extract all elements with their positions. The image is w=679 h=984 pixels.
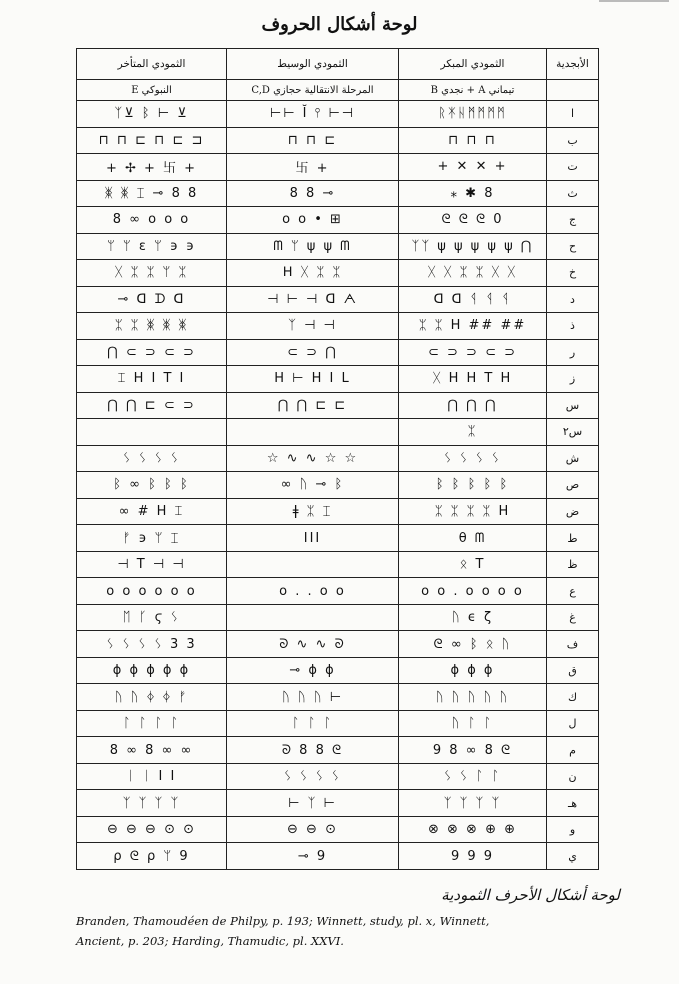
table-row xyxy=(77,737,599,764)
table-row xyxy=(77,366,599,393)
late-glyphs-cell: ⋂ ⋂ ⊏ ⊂ ⊃ xyxy=(77,392,227,419)
late-glyphs-cell: 8 ∞ o o o xyxy=(77,207,227,234)
middle-glyphs-cell: H ⊢ H I L xyxy=(227,366,399,393)
letter-cell: ض xyxy=(547,498,599,525)
late-glyphs-cell: ᚷ ᛯ ᛯ ᛘ ᛯ xyxy=(77,260,227,287)
table-row xyxy=(77,710,599,737)
table-row xyxy=(77,101,599,128)
middle-glyphs-cell: ᛊ ᛊ ᛊ ᛊ xyxy=(227,763,399,790)
early-glyphs-cell: + ✕ ✕ + xyxy=(399,154,547,181)
early-glyphs-cell: ᚱᛡᚺᛗᛗᛗᛗ xyxy=(399,101,547,128)
early-glyphs-cell: ⊗ ⊗ ⊗ ⊕ ⊕ xyxy=(399,816,547,843)
early-glyphs-cell: ᚷ H H T H xyxy=(399,366,547,393)
subheader-early: تيماني A + نجدي B xyxy=(399,80,547,101)
early-glyphs-cell: θ ᗰ xyxy=(399,525,547,552)
header-alphabet: الأبجدية xyxy=(547,49,599,80)
late-glyphs-cell: ᛯ ᛯ ᛤ ᛤ ᛤ xyxy=(77,313,227,340)
middle-glyphs-cell: ⊸ 9 xyxy=(227,843,399,870)
table-row xyxy=(77,631,599,658)
late-glyphs-cell: ᛁ ᛁ I I xyxy=(77,763,227,790)
letter-cell: ث xyxy=(547,180,599,207)
early-glyphs-cell: ⊓ ⊓ ⊓ xyxy=(399,127,547,154)
letter-table xyxy=(76,48,598,870)
late-glyphs-cell: ⊣ T ⊣ ⊣ xyxy=(77,551,227,578)
table-row xyxy=(77,445,599,472)
middle-glyphs-cell: ⊣ ⊢ ⊣ ᗡ ᗅ xyxy=(227,286,399,313)
letter-cell: ع xyxy=(547,578,599,605)
late-glyphs-cell: 8 ∞ 8 ∞ ∞ xyxy=(77,737,227,764)
middle-glyphs-cell: ⊂ ⊃ ⋂ xyxy=(227,339,399,366)
middle-glyphs-cell: ⊢ ᛉ ⊢ xyxy=(227,790,399,817)
middle-glyphs-cell: 8 8 ⊸ xyxy=(227,180,399,207)
letter-cell: ي xyxy=(547,843,599,870)
letter-cell: ق xyxy=(547,657,599,684)
late-glyphs-cell: ∞ # H ⌶ xyxy=(77,498,227,525)
table-row xyxy=(77,763,599,790)
table-row xyxy=(77,154,599,181)
table-row xyxy=(77,790,599,817)
table-row xyxy=(77,207,599,234)
early-glyphs-cell: ᚢ ᚢ ᚢ ᚢ ᚢ xyxy=(399,684,547,711)
middle-glyphs-cell: ᘐ 8 8 ᘓ xyxy=(227,737,399,764)
table-row xyxy=(77,816,599,843)
table-row xyxy=(77,339,599,366)
middle-glyphs-cell xyxy=(227,419,399,446)
letter-cell: ك xyxy=(547,684,599,711)
early-glyphs-cell: ᚢ ϵ ζ xyxy=(399,604,547,631)
early-glyphs-cell: ᛯ ᛯ H ## ## xyxy=(399,313,547,340)
late-glyphs-cell: ⊸ ᗡ ᗪ ᗡ xyxy=(77,286,227,313)
letter-cell: ص xyxy=(547,472,599,499)
scan-edge-mark xyxy=(599,0,669,2)
table-row xyxy=(77,498,599,525)
late-glyphs-cell: + ✢ + 卐 + xyxy=(77,154,227,181)
letter-cell: ت xyxy=(547,154,599,181)
late-glyphs-cell: ⋂ ⊂ ⊃ ⊂ ⊃ xyxy=(77,339,227,366)
subheader-late: النبوكي E xyxy=(77,80,227,101)
table-row xyxy=(77,286,599,313)
letter-cell: ن xyxy=(547,763,599,790)
late-glyphs-cell: ρ ᘓ ρ ᛘ 9 xyxy=(77,843,227,870)
early-glyphs-cell: ᛟ T xyxy=(399,551,547,578)
late-glyphs-cell: ⊖ ⊖ ⊖ ⊙ ⊙ xyxy=(77,816,227,843)
letter-cell: ش xyxy=(547,445,599,472)
late-glyphs-cell: ⌶ H I T I xyxy=(77,366,227,393)
handwritten-caption: لوحة أشكال الأحرف الثمودية xyxy=(441,886,620,904)
letter-cell: ز xyxy=(547,366,599,393)
middle-glyphs-cell: ᕼ ᚷ ᛯ ᛯ xyxy=(227,260,399,287)
table-row xyxy=(77,843,599,870)
late-glyphs-cell: ᚢ ᚢ ᛄ ᛄ ᚠ xyxy=(77,684,227,711)
header-early: الثمودي المبكر xyxy=(399,49,547,80)
middle-glyphs-cell: ⋂ ⋂ ⊏ ⊏ xyxy=(227,392,399,419)
early-glyphs-cell: ᘓ ᘓ ᘓ 0 xyxy=(399,207,547,234)
late-glyphs-cell: ⊓ ⊓ ⊏ ⊓ ⊏ ⊐ xyxy=(77,127,227,154)
table-row xyxy=(77,472,599,499)
letter-cell: ر xyxy=(547,339,599,366)
early-glyphs-cell: ᗡ ᗡ ᛩ ᛩ ᛩ xyxy=(399,286,547,313)
early-glyphs-cell: ⋂ ⋂ ⋂ xyxy=(399,392,547,419)
early-glyphs-cell: o o . o o o o xyxy=(399,578,547,605)
late-glyphs-cell xyxy=(77,419,227,446)
table-row xyxy=(77,127,599,154)
early-glyphs-cell: ᘓ ∞ ᛒ ᛟ ᚢ xyxy=(399,631,547,658)
late-glyphs-cell: ᛖ ᚴ ϛ ᛊ xyxy=(77,604,227,631)
table-row xyxy=(77,578,599,605)
late-glyphs-cell: ᛊ ᛊ ᛊ ᛊ 3 3 xyxy=(77,631,227,658)
subheader-alphabet xyxy=(547,80,599,101)
letter-cell: هـ xyxy=(547,790,599,817)
table-row xyxy=(77,684,599,711)
letter-cell: س٢ xyxy=(547,419,599,446)
middle-glyphs-cell: 卐 + xyxy=(227,154,399,181)
table-row xyxy=(77,551,599,578)
early-glyphs-cell: ᚷ ᚷ ᛯ ᛯ ᚷ ᚷ xyxy=(399,260,547,287)
subheader-middle: المرحلة الانتقالية حجازي C,D xyxy=(227,80,399,101)
middle-glyphs-cell: ᗰ ᛘ ψ ψ ᗰ xyxy=(227,233,399,260)
table-row xyxy=(77,313,599,340)
header-middle: الثمودي الوسيط xyxy=(227,49,399,80)
table-body xyxy=(77,101,599,870)
letter-cell: س xyxy=(547,392,599,419)
letter-cell: و xyxy=(547,816,599,843)
middle-glyphs-cell: ᘐ ∿ ∿ ᘐ xyxy=(227,631,399,658)
middle-glyphs-cell: ∞ ᚢ ⊸ ᛒ xyxy=(227,472,399,499)
middle-glyphs-cell: o o • ⊞ xyxy=(227,207,399,234)
middle-glyphs-cell: ⊢⊢ Ĭ ⫯ ⊢⊣ xyxy=(227,101,399,128)
middle-glyphs-cell: ☆ ∿ ∿ ☆ ☆ xyxy=(227,445,399,472)
late-glyphs-cell: ϕ ϕ ϕ ϕ ϕ xyxy=(77,657,227,684)
letter-cell: ظ xyxy=(547,551,599,578)
table-row xyxy=(77,260,599,287)
middle-glyphs-cell: ᚢ ᚢ ᚢ ⊢ xyxy=(227,684,399,711)
header-late: الثمودي المتأخر xyxy=(77,49,227,80)
early-glyphs-cell: ᛊ ᛊ ᛊ ᛊ xyxy=(399,445,547,472)
middle-glyphs-cell xyxy=(227,551,399,578)
letter-cell: ب xyxy=(547,127,599,154)
middle-glyphs-cell: ⊓ ⊓ ⊏ xyxy=(227,127,399,154)
letter-cell: ح xyxy=(547,233,599,260)
letter-cell: ا xyxy=(547,101,599,128)
letter-cell: ف xyxy=(547,631,599,658)
middle-glyphs-cell: ⊸ ϕ ϕ xyxy=(227,657,399,684)
letter-cell: ط xyxy=(547,525,599,552)
late-glyphs-cell: ᛒ ∞ ᛒ ᛒ ᛒ xyxy=(77,472,227,499)
early-glyphs-cell: ᛯ ᛯ ᛯ ᛯ H xyxy=(399,498,547,525)
early-glyphs-cell: ϕ ϕ ϕ xyxy=(399,657,547,684)
table-row xyxy=(77,525,599,552)
middle-glyphs-cell: ᛉ ⊣ ⊣ xyxy=(227,313,399,340)
late-glyphs-cell: ᚠ ϶ ᛘ ⌶ xyxy=(77,525,227,552)
early-glyphs-cell: ᛊ ᛊ ᛚ ᛚ xyxy=(399,763,547,790)
middle-glyphs-cell: ⊖ ⊖ ⊙ xyxy=(227,816,399,843)
early-glyphs-cell: 9 9 9 xyxy=(399,843,547,870)
middle-glyphs-cell: III xyxy=(227,525,399,552)
late-glyphs-cell: ᛉ⊻ ᛒ ⊢ ⊻ xyxy=(77,101,227,128)
middle-glyphs-cell: ǂ ᛯ ⌶ xyxy=(227,498,399,525)
early-glyphs-cell: ᛉᛉ ψ ψ ψ ψ ψ ⋂ xyxy=(399,233,547,260)
middle-glyphs-cell xyxy=(227,604,399,631)
page-title: لوحة أشكال الحروف xyxy=(261,14,418,35)
early-glyphs-cell: ⊂ ⊃ ⊃ ⊂ ⊃ xyxy=(399,339,547,366)
letter-cell: ل xyxy=(547,710,599,737)
late-glyphs-cell: ᛤ ᛤ ⌶ ⊸ 8 8 xyxy=(77,180,227,207)
late-glyphs-cell: ᛚ ᛚ ᛚ ᛚ xyxy=(77,710,227,737)
early-glyphs-cell: 9 8 ∞ 8 ᘓ xyxy=(399,737,547,764)
letter-cell: د xyxy=(547,286,599,313)
table-row xyxy=(77,180,599,207)
early-glyphs-cell: ᛉ ᛉ ᛉ ᛉ xyxy=(399,790,547,817)
table-row xyxy=(77,233,599,260)
letter-cell: م xyxy=(547,737,599,764)
middle-glyphs-cell: o . . o o xyxy=(227,578,399,605)
table-row xyxy=(77,604,599,631)
letter-cell: ذ xyxy=(547,313,599,340)
early-glyphs-cell: ᛯ xyxy=(399,419,547,446)
table-row xyxy=(77,392,599,419)
reference-line-2: Ancient, p. 203; Harding, Thamudic, pl. XXVI. xyxy=(76,934,344,948)
letter-cell: غ xyxy=(547,604,599,631)
table-row xyxy=(77,419,599,446)
early-glyphs-cell: ᚢ ᛚ ᛚ xyxy=(399,710,547,737)
late-glyphs-cell: ᛉ ᛉ ᛉ ᛉ xyxy=(77,790,227,817)
late-glyphs-cell: ᛊ ᛊ ᛊ ᛊ xyxy=(77,445,227,472)
late-glyphs-cell: o o o o o o xyxy=(77,578,227,605)
early-glyphs-cell: ᛒ ᛒ ᛒ ᛒ ᛒ xyxy=(399,472,547,499)
letter-cell: ج xyxy=(547,207,599,234)
letter-cell: خ xyxy=(547,260,599,287)
late-glyphs-cell: ᛘ ᛘ ε ᛘ ϶ ϶ xyxy=(77,233,227,260)
early-glyphs-cell: ⁎ ✱ 8 xyxy=(399,180,547,207)
table-row xyxy=(77,657,599,684)
reference-line-1: Branden, Thamoudéen de Philpy, p. 193; Winnett, study, pl. x, Winnett, xyxy=(76,914,490,928)
middle-glyphs-cell: ᛚ ᛚ ᛚ xyxy=(227,710,399,737)
